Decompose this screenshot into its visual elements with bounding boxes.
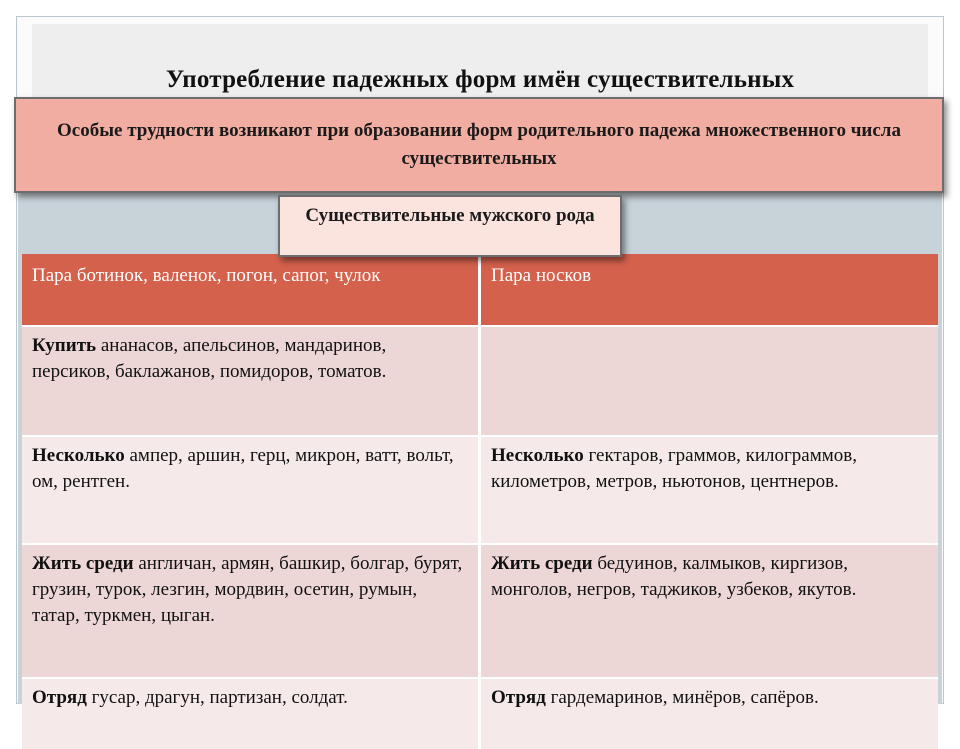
cell-text: бедуинов, калмыков, киргизов, монголов, негров, таджиков, узбеков, якутов. — [491, 553, 857, 600]
lead-word: Купить — [32, 335, 97, 356]
cell-text: гектаров, граммов, килограммов, километров, метров, ньютонов, центнеров. — [491, 445, 857, 492]
lead-word: Несколько — [32, 445, 125, 466]
lead-word: Отряд — [491, 687, 546, 708]
lead-word: Жить среди — [32, 553, 134, 574]
table-row — [22, 544, 938, 678]
table-cell — [22, 678, 480, 749]
difficulty-banner — [14, 97, 944, 193]
table-cell — [22, 326, 480, 436]
table-cell — [480, 678, 939, 749]
masculine-nouns-label: Существительные мужского рода — [278, 195, 622, 257]
table-row — [22, 436, 938, 544]
lead-word: Жить среди — [491, 553, 593, 574]
nouns-table — [22, 254, 938, 749]
table-row — [22, 678, 938, 749]
table-row — [22, 326, 938, 436]
table-cell — [22, 436, 480, 544]
table-header-row — [22, 254, 938, 326]
cell-text: ампер, аршин, герц, микрон, ватт, вольт, ом, рентген. — [32, 445, 454, 492]
table-cell — [22, 544, 480, 678]
cell-text: гардемаринов, минёров, сапёров. — [545, 687, 819, 708]
table-cell — [480, 326, 939, 436]
cell-text: гусар, драгун, партизан, солдат. — [86, 687, 348, 708]
lead-word: Несколько — [491, 445, 584, 466]
cell-text: англичан, армян, башкир, болгар, бурят, грузин, турок, лезгин, мордвин, осетин, румын, татар, туркмен, цыган. — [32, 553, 463, 626]
table-cell — [480, 436, 939, 544]
header-cell-left: Пара ботинок, валенок, погон, сапог, чулок — [22, 254, 480, 326]
lead-word: Отряд — [32, 687, 87, 708]
header-cell-right: Пара носков — [480, 254, 939, 326]
banner-text: Особые трудности возникают при образовании форм родительного падежа множественного числа существительных — [57, 120, 901, 169]
slide-title: Употребление падежных форм имён существительных — [165, 66, 795, 93]
table-cell — [480, 544, 939, 678]
cell-text: ананасов, апельсинов, мандаринов, персиков, баклажанов, помидоров, томатов. — [32, 335, 387, 382]
